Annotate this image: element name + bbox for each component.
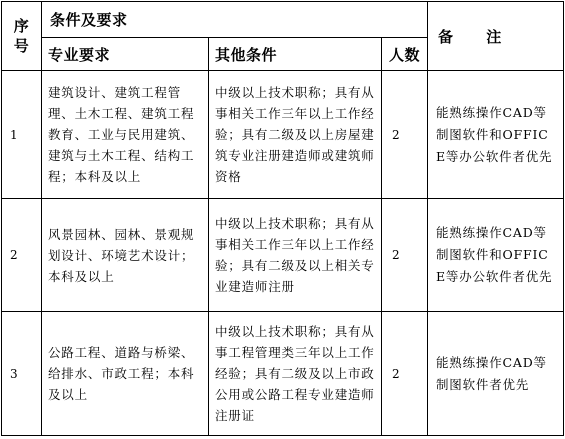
other-conditions: 中级以上技术职称；具有从事工程管理类三年以上工作经验；具有二级及以上市政公用或公路工程专业建造师注册证	[209, 312, 382, 436]
headcount: 2	[382, 199, 428, 312]
other-conditions: 中级以上技术职称；具有从事相关工作三年以上工作经验；具有二级及以上房屋建筑专业注册建造师或建筑师资格	[209, 71, 382, 199]
conditions-header: 条件及要求	[42, 2, 428, 38]
notes: 能熟练操作CAD等制图软件者优先	[428, 312, 564, 436]
notes: 能熟练操作CAD等制图软件和OFFICE等办公软件者优先	[428, 199, 564, 312]
notes-header: 备 注	[428, 2, 564, 71]
major-requirement: 建筑设计、建筑工程管理、土木工程、建筑工程教育、工业与民用建筑、建筑与土木工程、结构工程；本科及以上	[42, 71, 209, 199]
other-conditions: 中级以上技术职称；具有从事相关工作三年以上工作经验；具有二级及以上相关专业建造师注册	[209, 199, 382, 312]
table-row	[2, 71, 564, 199]
notes: 能熟练操作CAD等制图软件和OFFICE等办公软件者优先	[428, 71, 564, 199]
count-header: 人数	[382, 38, 428, 71]
requirements-table	[1, 1, 564, 436]
index-header-text: 序号	[13, 17, 30, 55]
row-index: 3	[2, 312, 42, 436]
table-row	[2, 312, 564, 436]
header-row	[2, 2, 564, 38]
headcount: 2	[382, 71, 428, 199]
major-header: 专业要求	[42, 38, 209, 71]
row-index: 1	[2, 71, 42, 199]
index-header	[2, 2, 42, 71]
row-index: 2	[2, 199, 42, 312]
other-header: 其他条件	[209, 38, 382, 71]
major-requirement: 风景园林、园林、景观规划设计、环境艺术设计；本科及以上	[42, 199, 209, 312]
headcount: 2	[382, 312, 428, 436]
table-row	[2, 199, 564, 312]
major-requirement: 公路工程、道路与桥梁、给排水、市政工程；本科及以上	[42, 312, 209, 436]
